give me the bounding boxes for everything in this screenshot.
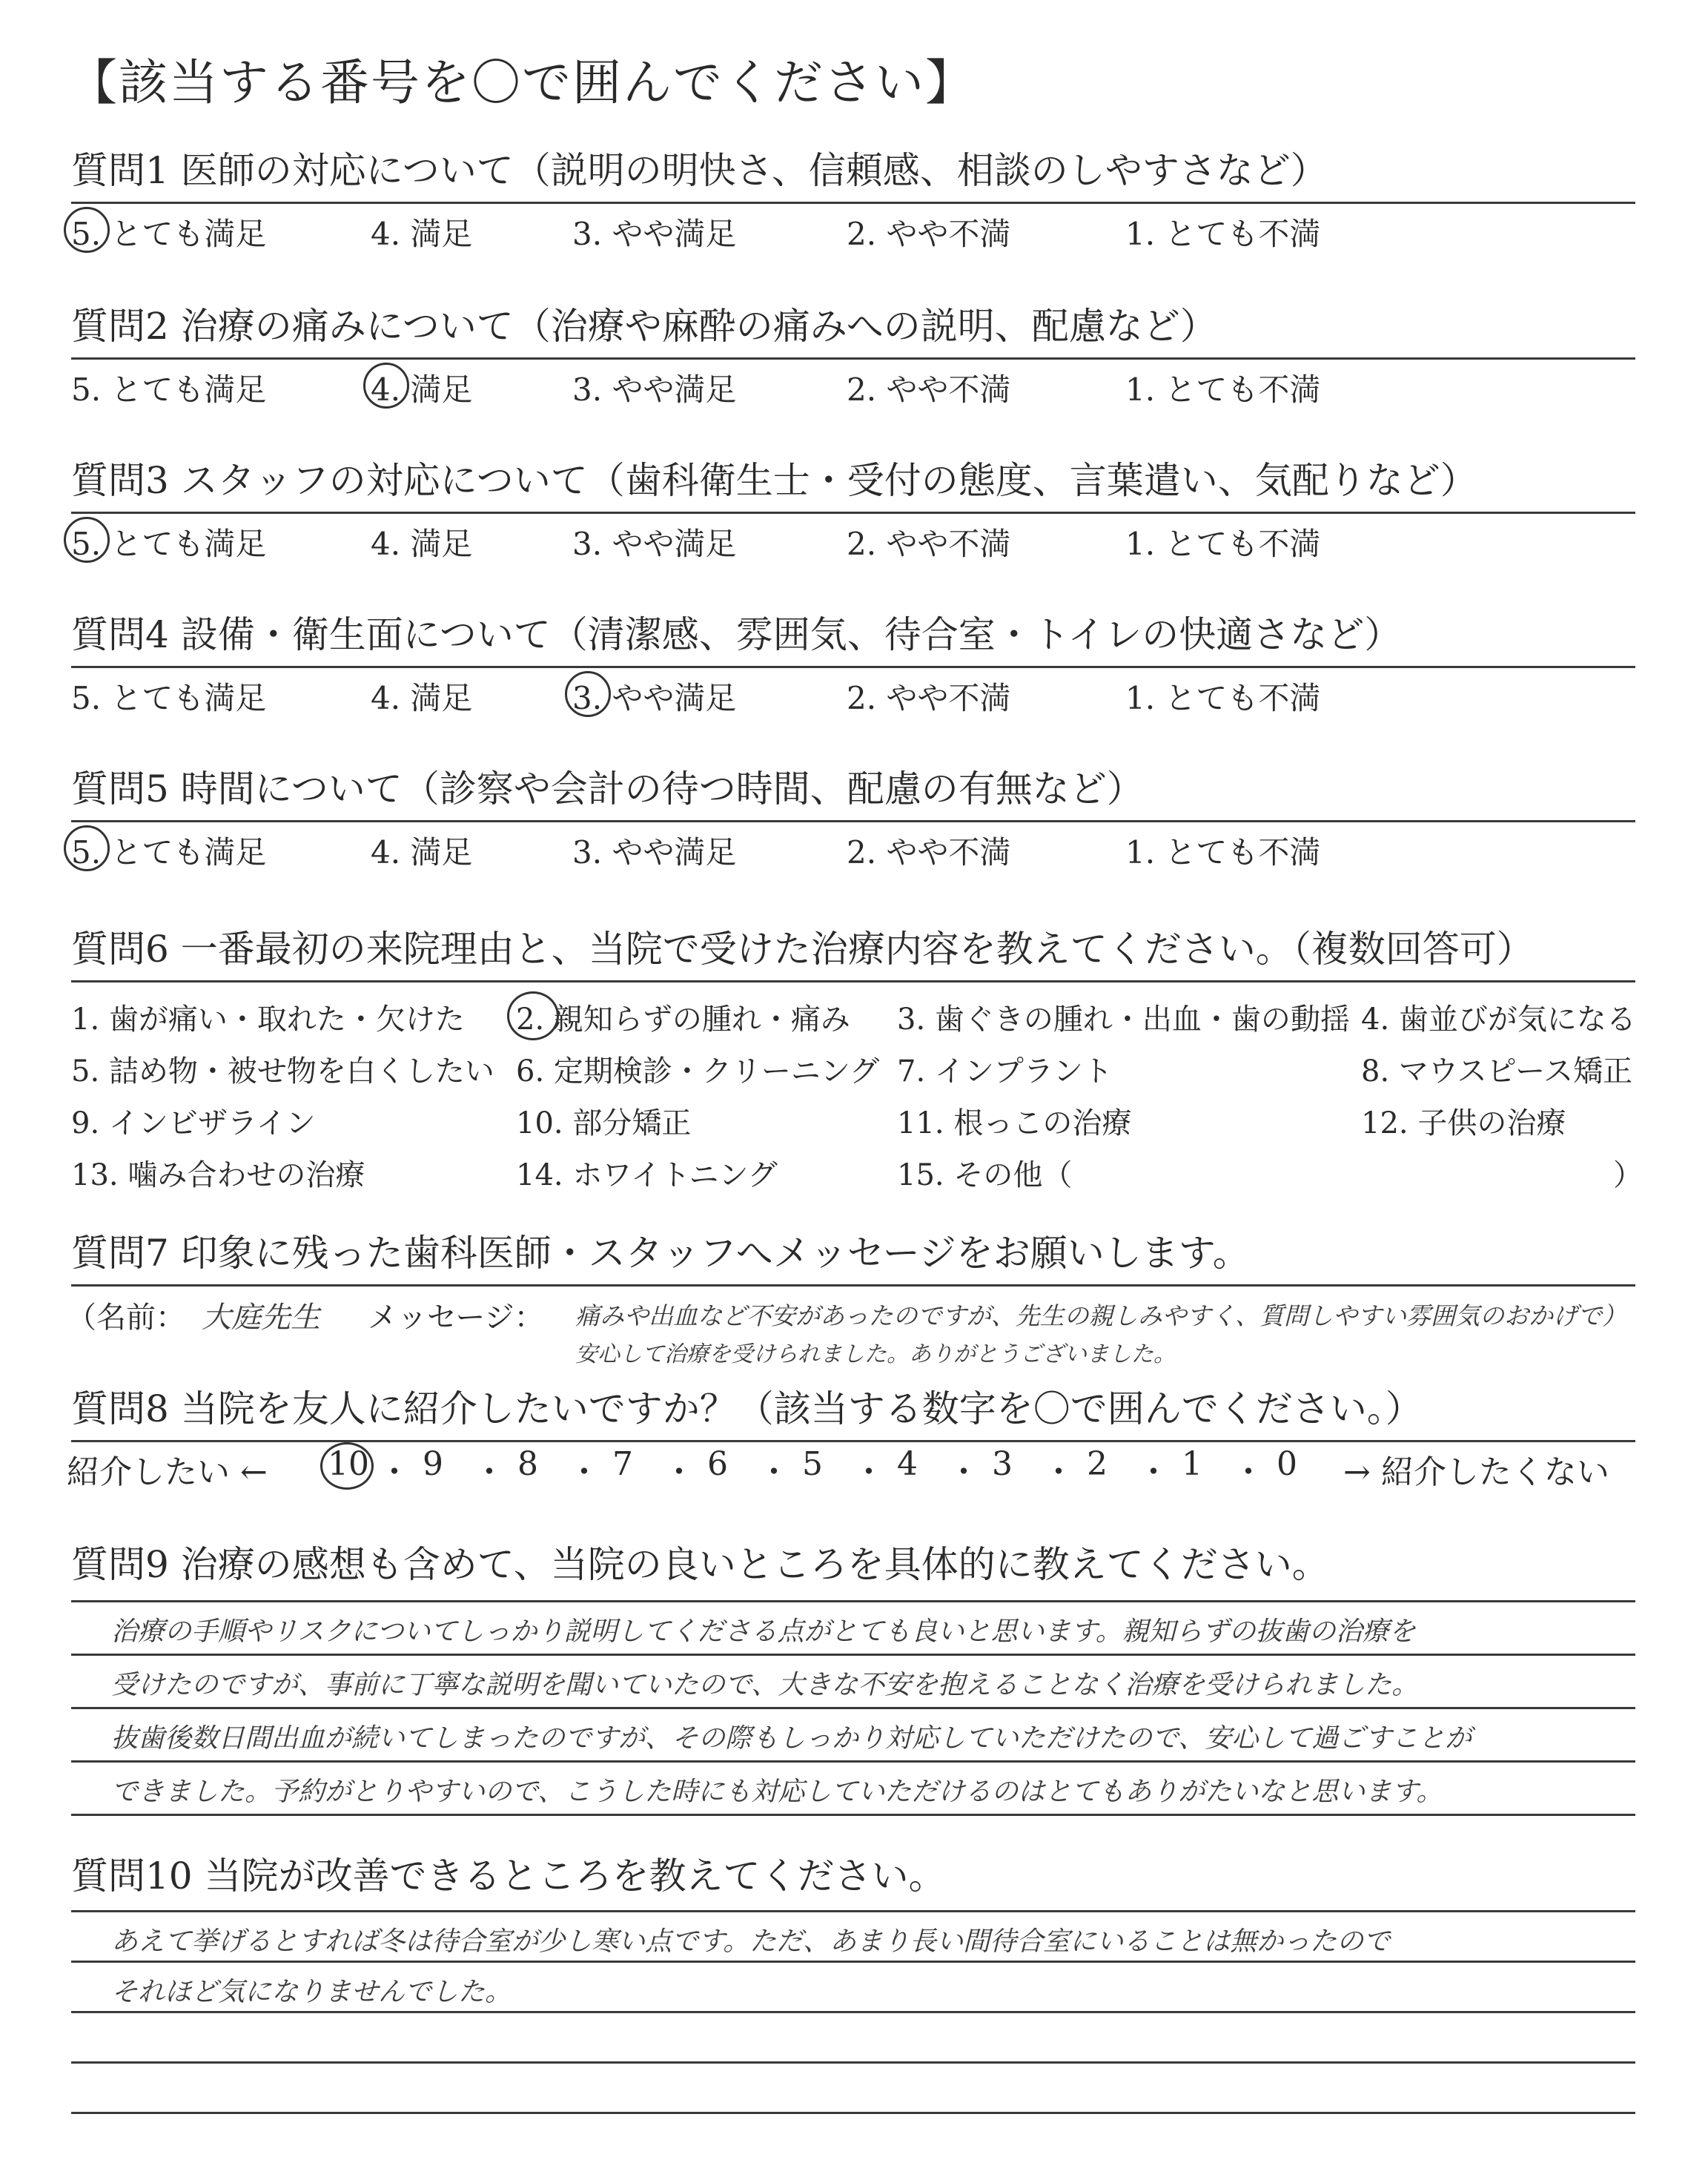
scale-number[interactable]: 10	[328, 1445, 369, 1483]
answer-line: それほど気になりませんでした。	[111, 1977, 512, 2007]
scale-left-label: 紹介したい ←	[67, 1453, 268, 1491]
scale-separator: ・	[853, 1453, 885, 1491]
scale-separator: ・	[568, 1453, 600, 1491]
answer-rule	[71, 1600, 1635, 1602]
recommend-scale	[67, 1442, 1635, 1494]
answer-rule	[71, 1760, 1635, 1763]
answer-line: 治療の手順やリスクについてしっかり説明してくださる点がとても良いと思います。親知らずの抜歯の治療を	[111, 1616, 1416, 1647]
scale-number[interactable]: 9	[423, 1445, 443, 1483]
answer-rule	[71, 1961, 1635, 1963]
reason-option[interactable]: 13. 噛み合わせの治療	[71, 1158, 365, 1192]
answer-line: 抜歯後数日間出血が続いてしまったのですが、その際もしっかり対応していただけたので、安心して過ごすことが	[111, 1723, 1472, 1754]
scale-separator: ・	[758, 1453, 790, 1491]
rating-option[interactable]: 1. とても不満	[1125, 526, 1321, 562]
scale-number[interactable]: 4	[897, 1445, 918, 1483]
message-line-2[interactable]: 安心して治療を受けられました。ありがとうございました。	[575, 1341, 1176, 1367]
message-label: メッセージ：	[368, 1301, 544, 1335]
answer-line: できました。予約がとりやすいので、こうした時にも対応していただけるのはとてもありがたいなと思います。	[111, 1777, 1443, 1807]
question-6-heading: 質問6 一番最初の来院理由と、当院で受けた治療内容を教えてください。（複数回答可）	[71, 919, 1635, 982]
reason-option[interactable]: 2. 親知らずの腫れ・痛み	[516, 1003, 850, 1037]
rating-option[interactable]: 2. やや不満	[847, 526, 1011, 562]
question-9-heading: 質問9 治療の感想も含めて、当院の良いところを具体的に教えてください。	[71, 1543, 1329, 1586]
rating-option[interactable]: 2. やや不満	[847, 216, 1011, 252]
rating-option[interactable]: 4. 満足	[371, 526, 473, 562]
rating-option[interactable]: 5. とても満足	[71, 834, 267, 871]
question-3	[71, 451, 1635, 563]
rating-option[interactable]: 4. 満足	[371, 371, 473, 408]
reason-option[interactable]: 9. インビザライン	[71, 1106, 316, 1140]
question-1-heading: 質問1 医師の対応について（説明の明快さ、信頼感、相談のしやすさなど）	[71, 141, 1635, 204]
selection-circle	[565, 671, 611, 717]
scale-right-label: → 紹介したくない	[1343, 1453, 1609, 1491]
answer-rule	[71, 1814, 1635, 1816]
question-7-heading: 質問7 印象に残った歯科医師・スタッフへメッセージをお願いします。	[71, 1223, 1635, 1287]
scale-separator: ・	[947, 1453, 980, 1491]
question-5	[71, 759, 1635, 871]
rating-option[interactable]: 1. とても不満	[1125, 834, 1321, 871]
reason-option[interactable]: 1. 歯が痛い・取れた・欠けた	[71, 1003, 465, 1037]
scale-separator: ・	[1137, 1453, 1170, 1491]
name-label: （名前：	[67, 1301, 185, 1335]
message-line-1[interactable]: 痛みや出血など不安があったのですが、先生の親しみやすく、質問しやすい雰囲気のおかげで）	[575, 1301, 1627, 1330]
scale-separator: ・	[1042, 1453, 1075, 1491]
answer-rule	[71, 2011, 1635, 2013]
rating-option[interactable]: 1. とても不満	[1125, 680, 1321, 716]
scale-number[interactable]: 1	[1182, 1445, 1202, 1483]
scale-separator: ・	[473, 1453, 506, 1491]
scale-number[interactable]: 2	[1087, 1445, 1108, 1483]
scale-separator: ・	[1232, 1453, 1265, 1491]
scale-number[interactable]: 5	[802, 1445, 823, 1483]
rating-option[interactable]: 2. やや不満	[847, 680, 1011, 716]
scale-number[interactable]: 8	[517, 1445, 538, 1483]
reason-option[interactable]: 6. 定期検診・クリーニング	[516, 1054, 880, 1089]
answer-line: 受けたのですが、事前に丁寧な説明を聞いていたので、大きな不安を抱えることなく治療を受けられました。	[111, 1670, 1419, 1700]
reason-option[interactable]: 10. 部分矯正	[516, 1106, 692, 1140]
rating-option[interactable]: 3. やや満足	[572, 216, 737, 252]
rating-option[interactable]: 3. やや満足	[572, 371, 737, 408]
rating-option[interactable]: 1. とても不満	[1125, 216, 1321, 252]
rating-option[interactable]: 2. やや不満	[847, 371, 1011, 408]
rating-options	[71, 360, 1635, 409]
question-5-heading: 質問5 時間について（診察や会計の待つ時間、配慮の有無など）	[71, 759, 1635, 822]
answer-rule	[71, 1707, 1635, 1709]
rating-options	[71, 668, 1635, 717]
reason-option[interactable]: 11. 根っこの治療	[897, 1106, 1132, 1140]
question-4	[71, 605, 1635, 717]
question-7	[67, 1223, 1635, 1368]
rating-option[interactable]: 2. やや不満	[847, 834, 1011, 871]
rating-option[interactable]: 3. やや満足	[572, 834, 737, 871]
rating-option[interactable]: 5. とても満足	[71, 680, 267, 716]
selection-circle	[320, 1442, 374, 1490]
selection-circle	[64, 825, 110, 871]
question-2-heading: 質問2 治療の痛みについて（治療や麻酔の痛みへの説明、配慮など）	[71, 297, 1635, 360]
question-6-options	[71, 982, 1643, 1192]
rating-option[interactable]: 4. 満足	[371, 216, 473, 252]
reason-option[interactable]: 7. インプラント	[897, 1054, 1113, 1089]
scale-number[interactable]: 7	[612, 1445, 633, 1483]
question-6	[71, 919, 1643, 1192]
other-close-paren: ）	[1613, 1158, 1643, 1192]
scale-separator: ・	[378, 1453, 411, 1491]
rating-option[interactable]: 5. とても満足	[71, 526, 267, 562]
question-3-heading: 質問3 スタッフの対応について（歯科衛生士・受付の態度、言葉遣い、気配りなど）	[71, 451, 1635, 514]
form-title: 【該当する番号を〇で囲んでください】	[68, 54, 976, 111]
rating-option[interactable]: 3. やや満足	[572, 526, 737, 562]
reason-option[interactable]: 15. その他（	[897, 1158, 1073, 1192]
question-10-heading: 質問10 当院が改善できるところを教えてください。	[71, 1855, 946, 1898]
rating-option[interactable]: 4. 満足	[371, 680, 473, 716]
rating-options	[71, 514, 1635, 563]
rating-option[interactable]: 3. やや満足	[572, 680, 737, 716]
question-4-heading: 質問4 設備・衛生面について（清潔感、雰囲気、待合室・トイレの快適さなど）	[71, 605, 1635, 668]
selection-circle	[64, 517, 110, 563]
question-2	[71, 297, 1635, 409]
reason-option[interactable]: 4. 歯並びが気になる	[1361, 1003, 1636, 1037]
rating-option[interactable]: 1. とても不満	[1125, 371, 1321, 408]
reason-option[interactable]: 14. ホワイトニング	[516, 1158, 778, 1192]
selection-circle	[507, 991, 559, 1040]
question-9	[71, 1535, 1635, 1596]
name-value[interactable]: 大庭先生	[202, 1301, 320, 1335]
answer-rule	[71, 2112, 1635, 2114]
reason-option[interactable]: 8. マウスピース矯正	[1361, 1054, 1633, 1089]
question-10	[71, 1846, 1635, 1907]
rating-option[interactable]: 4. 満足	[371, 834, 473, 871]
reason-option[interactable]: 5. 詰め物・被せ物を白くしたい	[71, 1054, 494, 1089]
scale-separator: ・	[663, 1453, 695, 1491]
question-8	[67, 1379, 1635, 1494]
answer-line: あえて挙げるとすれば冬は待合室が少し寒い点です。ただ、あまり長い間待合室にいることは無かったので	[111, 1926, 1391, 1957]
scale-number[interactable]: 0	[1277, 1445, 1297, 1483]
question-8-heading: 質問8 当院を友人に紹介したいですか？（該当する数字を〇で囲んでください。）	[71, 1379, 1635, 1442]
rating-options	[71, 204, 1635, 253]
answer-rule	[71, 1654, 1635, 1656]
selection-circle	[64, 207, 110, 253]
scale-number[interactable]: 6	[707, 1445, 728, 1483]
rating-option[interactable]: 5. とても満足	[71, 371, 267, 408]
rating-options	[71, 822, 1635, 871]
reason-option[interactable]: 12. 子供の治療	[1361, 1106, 1566, 1140]
rating-option[interactable]: 5. とても満足	[71, 216, 267, 252]
selection-circle	[363, 363, 409, 409]
scale-number[interactable]: 3	[992, 1445, 1013, 1483]
answer-rule	[71, 1910, 1635, 1912]
answer-rule	[71, 2061, 1635, 2064]
question-1	[71, 141, 1635, 253]
reason-option[interactable]: 3. 歯ぐきの腫れ・出血・歯の動揺	[897, 1003, 1350, 1037]
